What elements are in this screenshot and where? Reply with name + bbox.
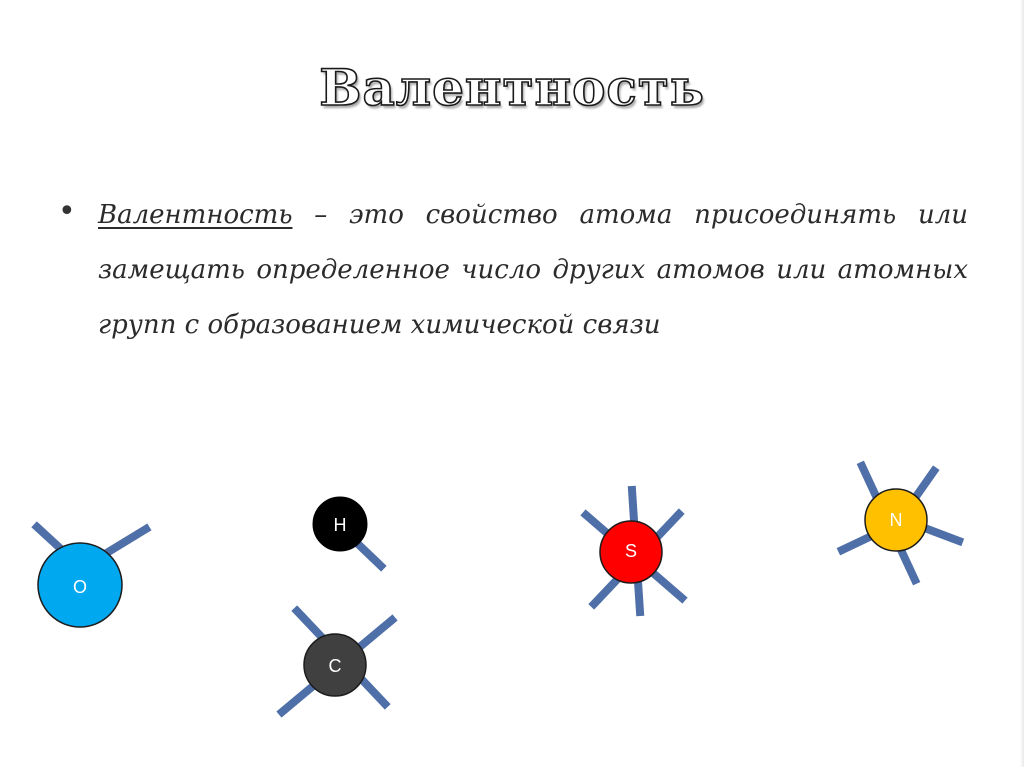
bullet-point: • (58, 194, 76, 229)
atom-symbol: S (624, 541, 638, 561)
atom-hydrogen (313, 497, 381, 566)
definition-term: Валентность (98, 200, 293, 230)
definition-text: – это свойство атома присоединять или замещать определенное число других атомов или атомных групп с образованием химической связи (98, 200, 968, 340)
bond (105, 529, 146, 554)
atom-symbol: C (328, 656, 342, 676)
atom-carbon (282, 611, 392, 712)
slide-title: Валентность (319, 58, 705, 117)
atom-symbol: H (333, 515, 347, 535)
atom-symbol: O (72, 577, 88, 597)
atom-sulfur (586, 490, 682, 612)
atom-nitrogen (842, 466, 959, 580)
bond (358, 544, 381, 566)
bond (37, 527, 62, 550)
atom-oxygen (37, 527, 146, 627)
atom-symbol: N (889, 510, 903, 530)
bond (922, 527, 959, 541)
